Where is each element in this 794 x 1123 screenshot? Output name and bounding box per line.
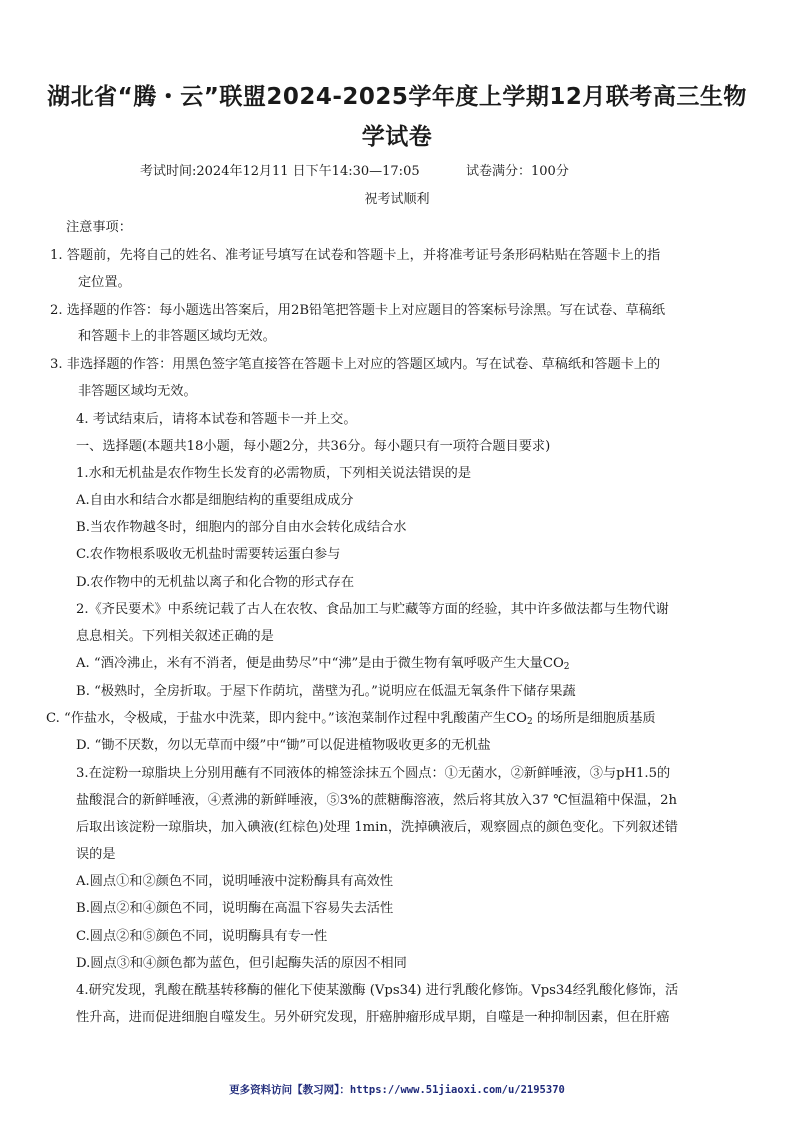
q1-option-b: B.当农作物越冬时，细胞内的部分自由水会转化成结合水 (76, 520, 407, 535)
note-3: 3. 非选择题的作答：用黑色签字笔直接答在答题卡上对应的答题区域内。写在试卷、草稿纸和答题卡上的 (50, 357, 661, 372)
q4-stem: 4.研究发现，乳酸在酰基转移酶的催化下使某激酶 (Vps34) 进行乳酸化修饰。Vps34经乳酸化修饰，活 (76, 983, 679, 998)
note-2-continued: 和答题卡上的非答题区域均无效。 (78, 329, 276, 344)
note-2: 2. 选择题的作答：每小题选出答案后，用2B铅笔把答题卡上对应题目的答案标号涂黑。写在试卷、草稿纸 (50, 303, 666, 318)
q3-stem: 3.在淀粉一琼脂块上分别用蘸有不同液体的棉签涂抹五个圆点：①无菌水，②新鲜唾液，③与pH1.5的 (76, 766, 671, 781)
q3-option-c: C.圆点②和⑤颜色不同，说明酶具有专一性 (76, 929, 328, 944)
page-title: 湖北省“腾・云”联盟2024-2025学年度上学期12月联考高三生物 (47, 84, 747, 110)
q2-stem: 2.《齐民要术》中系统记载了古人在农牧、食品加工与贮藏等方面的经验，其中许多做法都与生物代谢 (76, 602, 669, 617)
note-1-continued: 定位置。 (78, 275, 131, 290)
q2-option-d: D. “锄不厌数，勿以无草而中缀”中“锄”可以促进植物吸收更多的无机盐 (76, 738, 491, 753)
q2-option-a (76, 652, 570, 672)
footer-link[interactable] (0, 1082, 794, 1097)
section-heading: 一、选择题(本题共18小题，每小题2分，共36分。每小题只有一项符合题目要求) (76, 439, 551, 454)
exam-time: 考试时间:2024年12月11 日下午14:30—17:05 (140, 164, 420, 179)
q3-stem-continued-3: 误的是 (76, 847, 116, 862)
q2-option-c (46, 707, 656, 727)
q3-option-b: B.圆点②和④颜色不同，说明酶在高温下容易失去活性 (76, 901, 394, 916)
note-1: 1. 答题前，先将自己的姓名、准考证号填写在试卷和答题卡上，并将准考证号条形码粘贴在答题卡上的指 (50, 248, 661, 263)
q2-stem-continued: 息息相关。下列相关叙述正确的是 (76, 629, 274, 644)
q3-stem-continued-2: 后取出该淀粉一琼脂块，加入碘液(红棕色)处理 1min，洗掉碘液后，观察圆点的颜色变化。下列叙述错 (76, 820, 678, 835)
good-luck-text: 祝考试顺利 (364, 192, 430, 207)
footer-link-text[interactable]: 更多资料访问【教习网】：https://www.51jiaoxi.com/u/2195370 (229, 1084, 565, 1096)
q2-option-b: B. “极熟时，全房折取。于屋下作荫坑，凿壁为孔。”说明应在低温无氧条件下储存果蔬 (76, 684, 576, 699)
q1-option-d: D.农作物中的无机盐以离子和化合物的形式存在 (76, 575, 355, 590)
q3-stem-continued-1: 盐酸混合的新鲜唾液，④煮沸的新鲜唾液，⑤3%的蔗糖酶溶液，然后将其放入37 ℃恒温箱中保温，2h (76, 793, 678, 808)
page-title-continued: 学试卷 (361, 124, 433, 150)
q2-option-c-text: C. “作盐水，令极咸，于盐水中洗菜，即内瓮中。”该泡菜制作过程中乳酸菌产生CO (46, 711, 527, 726)
q3-option-a: A.圆点①和②颜色不同，说明唾液中淀粉酶具有高效性 (76, 874, 394, 889)
q1-option-c: C.农作物根系吸收无机盐时需要转运蛋白参与 (76, 547, 341, 562)
q2-option-c-subscript: 2 (526, 717, 533, 727)
note-4: 4. 考试结束后，请将本试卷和答题卡一并上交。 (76, 412, 357, 427)
full-score: 试卷满分：100分 (466, 164, 569, 179)
q1-stem: 1.水和无机盐是农作物生长发育的必需物质，下列相关说法错误的是 (76, 466, 472, 481)
note-3-continued: 非答题区域均无效。 (78, 384, 197, 399)
q2-option-c-tail: 的场所是细胞质基质 (532, 711, 656, 726)
q4-stem-continued: 性升高，进而促进细胞自噬发生。另外研究发现，肝癌肿瘤形成早期，自噬是一种抑制因素，但在肝癌 (76, 1010, 670, 1025)
q2-option-a-subscript: 2 (563, 662, 570, 672)
q2-option-a-text: A. “酒冷沸止，米有不消者，便是曲势尽”中“沸”是由于微生物有氧呼吸产生大量CO (76, 656, 564, 671)
notes-heading: 注意事项： (66, 220, 132, 235)
q1-option-a: A.自由水和结合水都是细胞结构的重要组成成分 (76, 493, 354, 508)
q3-option-d: D.圆点③和④颜色都为蓝色，但引起酶失活的原因不相同 (76, 956, 407, 971)
